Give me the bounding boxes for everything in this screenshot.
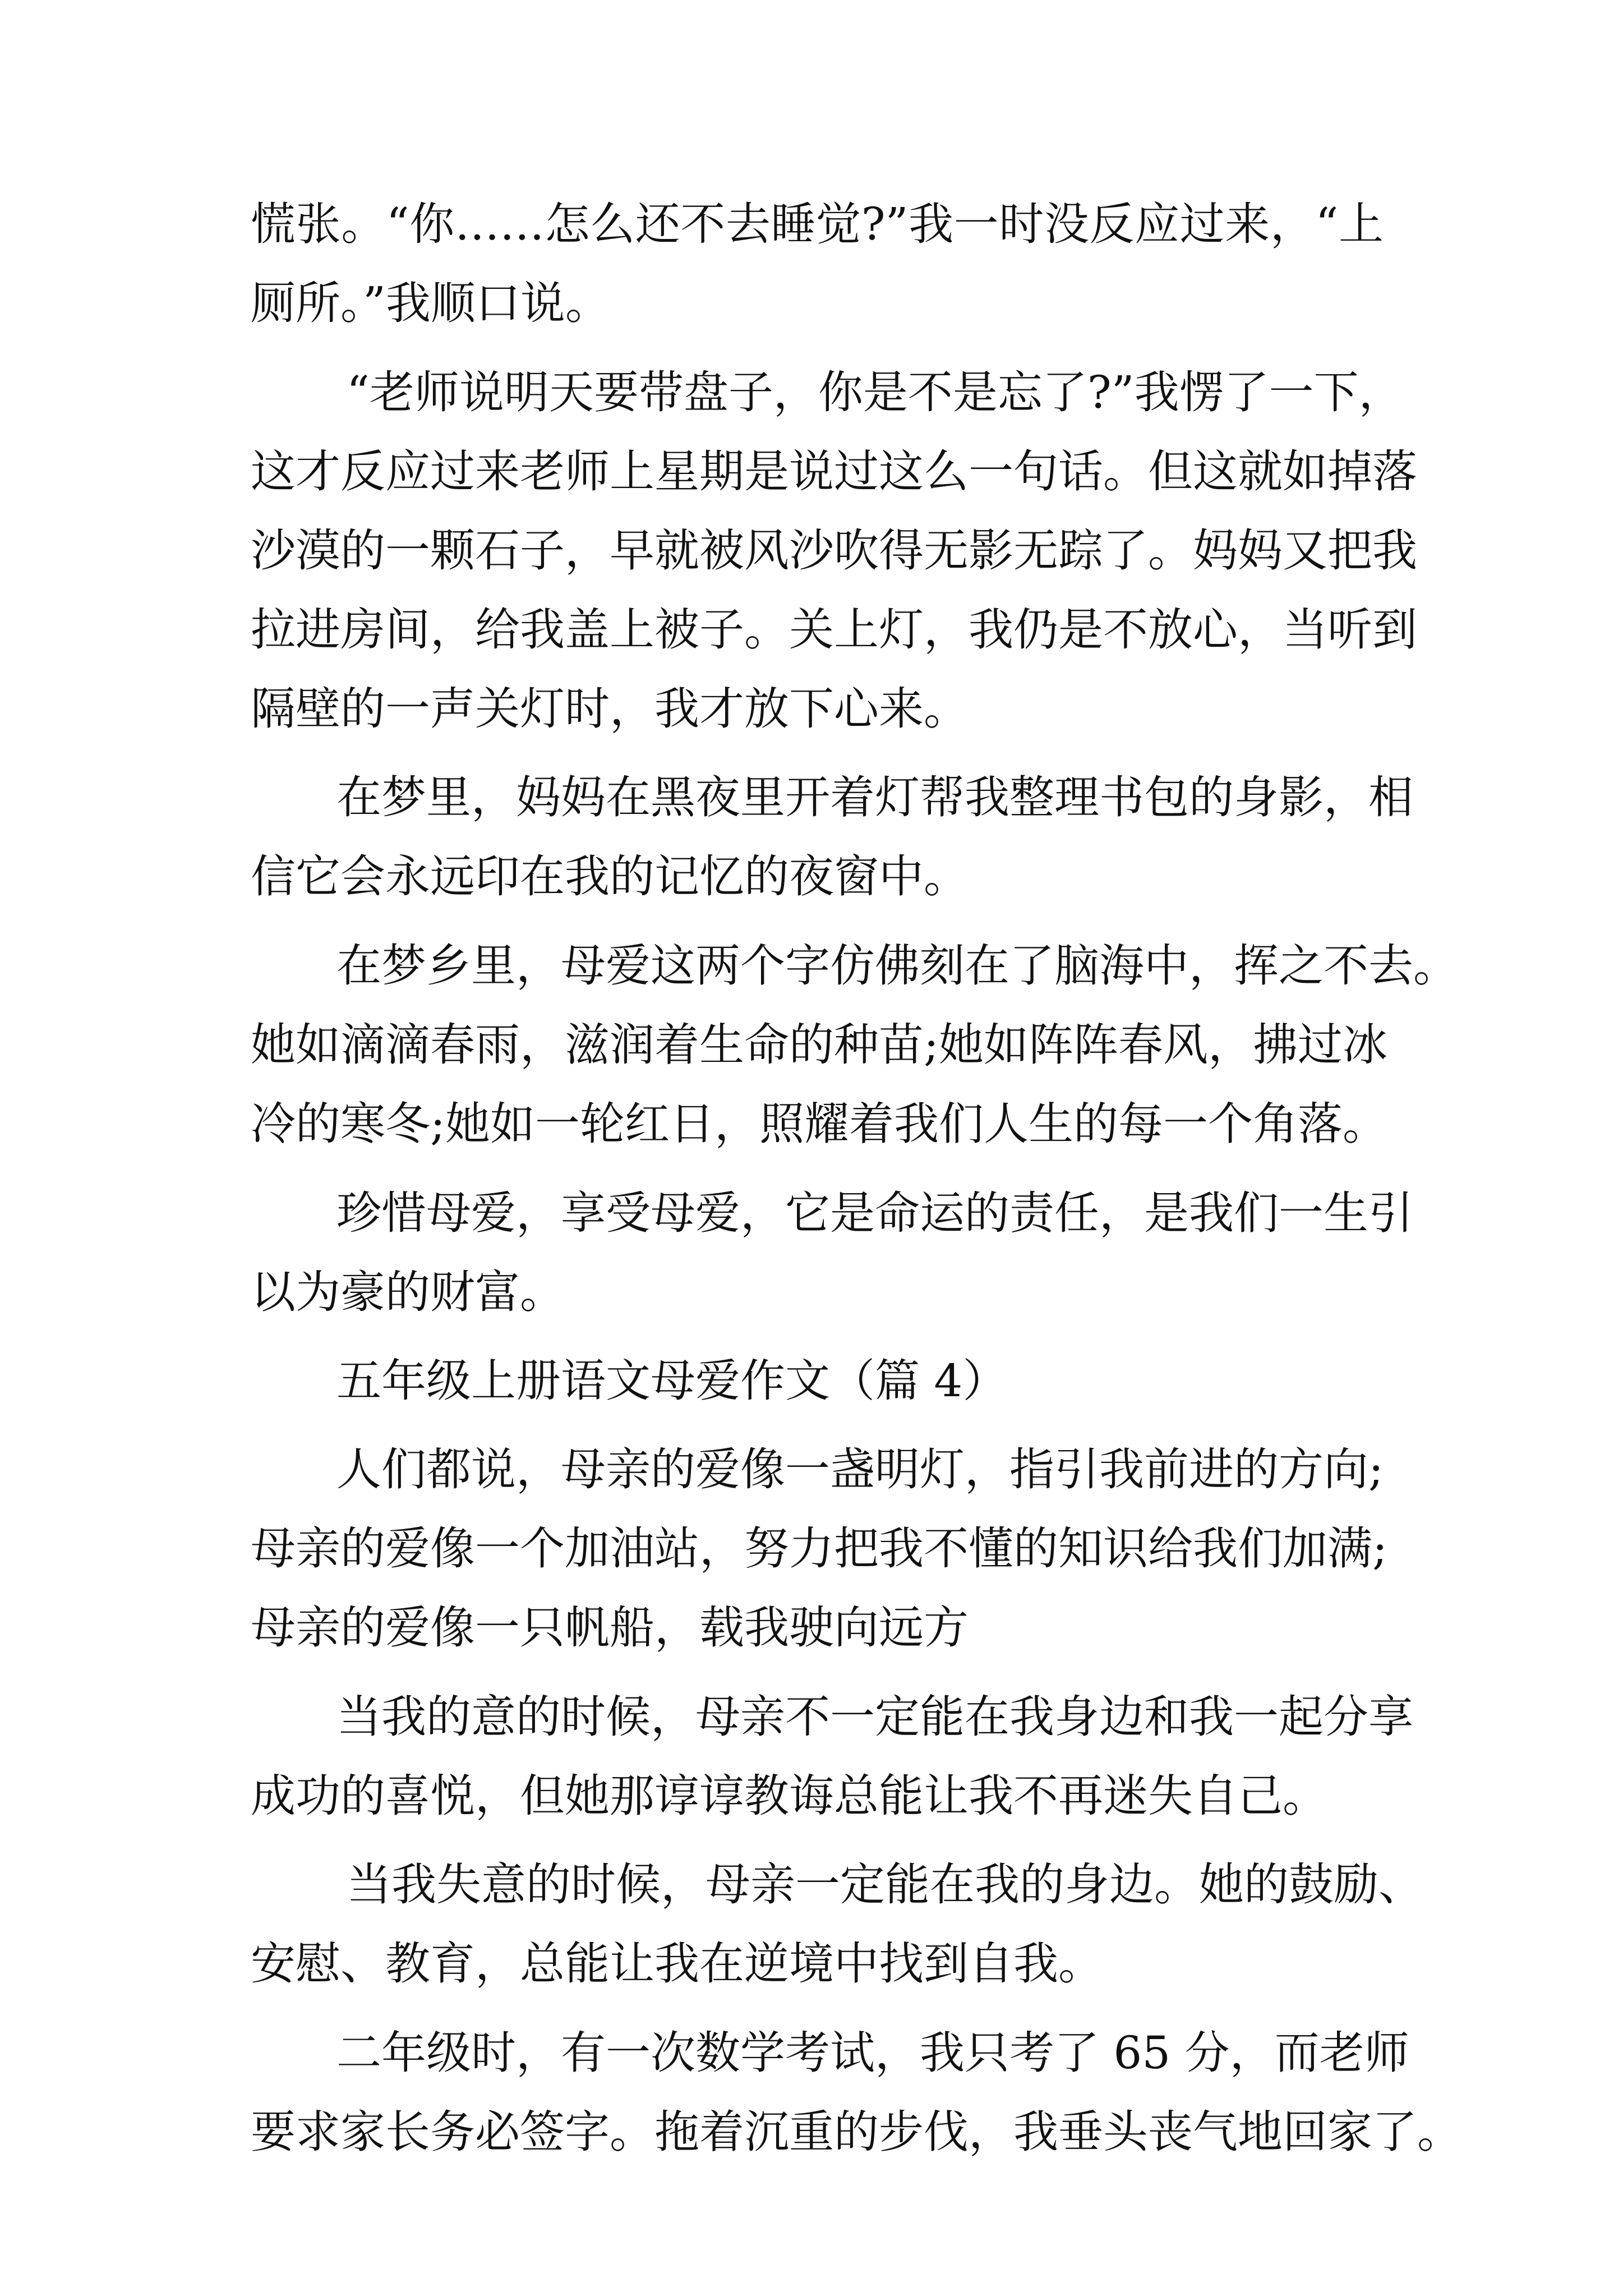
text-line: 信它会永远印在我的记忆的夜窗中。 [251,850,969,903]
text-line: 母亲的爱像一个加油站，努力把我不懂的知识给我们加满; [251,1522,1387,1575]
text-line: 慌张。“你……怎么还不去睡觉?”我一时没反应过来，“上 [251,198,1384,250]
text-line: 厕所。”我顺口说。 [251,277,610,329]
text-line: 在梦乡里，母爱这两个字仿佛刻在了脑海中，挥之不去。 [336,940,1458,992]
text-line: 当我的意的时候，母亲不一定能在我身边和我一起分享 [336,1691,1413,1743]
section-heading: 五年级上册语文母爱作文（篇 4） [336,1355,1008,1407]
text-line: “老师说明天要带盘子，你是不是忘了?”我愣了一下， [347,366,1404,418]
text-line: 这才反应过来老师上星期是说过这么一句话。但这就如掉落 [251,445,1417,498]
text-line: 拉进房间，给我盖上被子。关上灯，我仍是不放心，当听到 [251,604,1417,656]
text-line: 隔壁的一声关灯时，我才放下心来。 [251,683,969,735]
text-line: 她如滴滴春雨，滋润着生命的种苗;她如阵阵春风，拂过冰 [251,1019,1387,1071]
text-line: 冷的寒冬;她如一轮红日，照耀着我们人生的每一个角落。 [251,1098,1387,1150]
text-line: 二年级时，有一次数学考试，我只考了 65 分，而老师 [336,2027,1409,2079]
text-line: 安慰、教育，总能让我在逆境中找到自我。 [251,1938,1103,1990]
text-line: 成功的喜悦，但她那谆谆教诲总能让我不再迷失自己。 [251,1770,1327,1822]
text-line: 当我失意的时候，母亲一定能在我的身边。她的鼓励、 [347,1858,1423,1911]
text-line: 要求家长务必签字。拖着沉重的步伐，我垂头丧气地回家了。 [251,2106,1462,2158]
text-line: 以为豪的财富。 [251,1266,565,1318]
text-line: 沙漠的一颗石子，早就被风沙吹得无影无踪了。妈妈又把我 [251,524,1417,577]
text-line: 母亲的爱像一只帆船，载我驶向远方 [251,1602,969,1654]
text-line: 珍惜母爱，享受母爱，它是命运的责任，是我们一生引 [336,1187,1413,1239]
text-line: 在梦里，妈妈在黑夜里开着灯帮我整理书包的身影，相 [336,771,1413,823]
text-line: 人们都说，母亲的爱像一盏明灯，指引我前进的方向; [336,1443,1384,1496]
